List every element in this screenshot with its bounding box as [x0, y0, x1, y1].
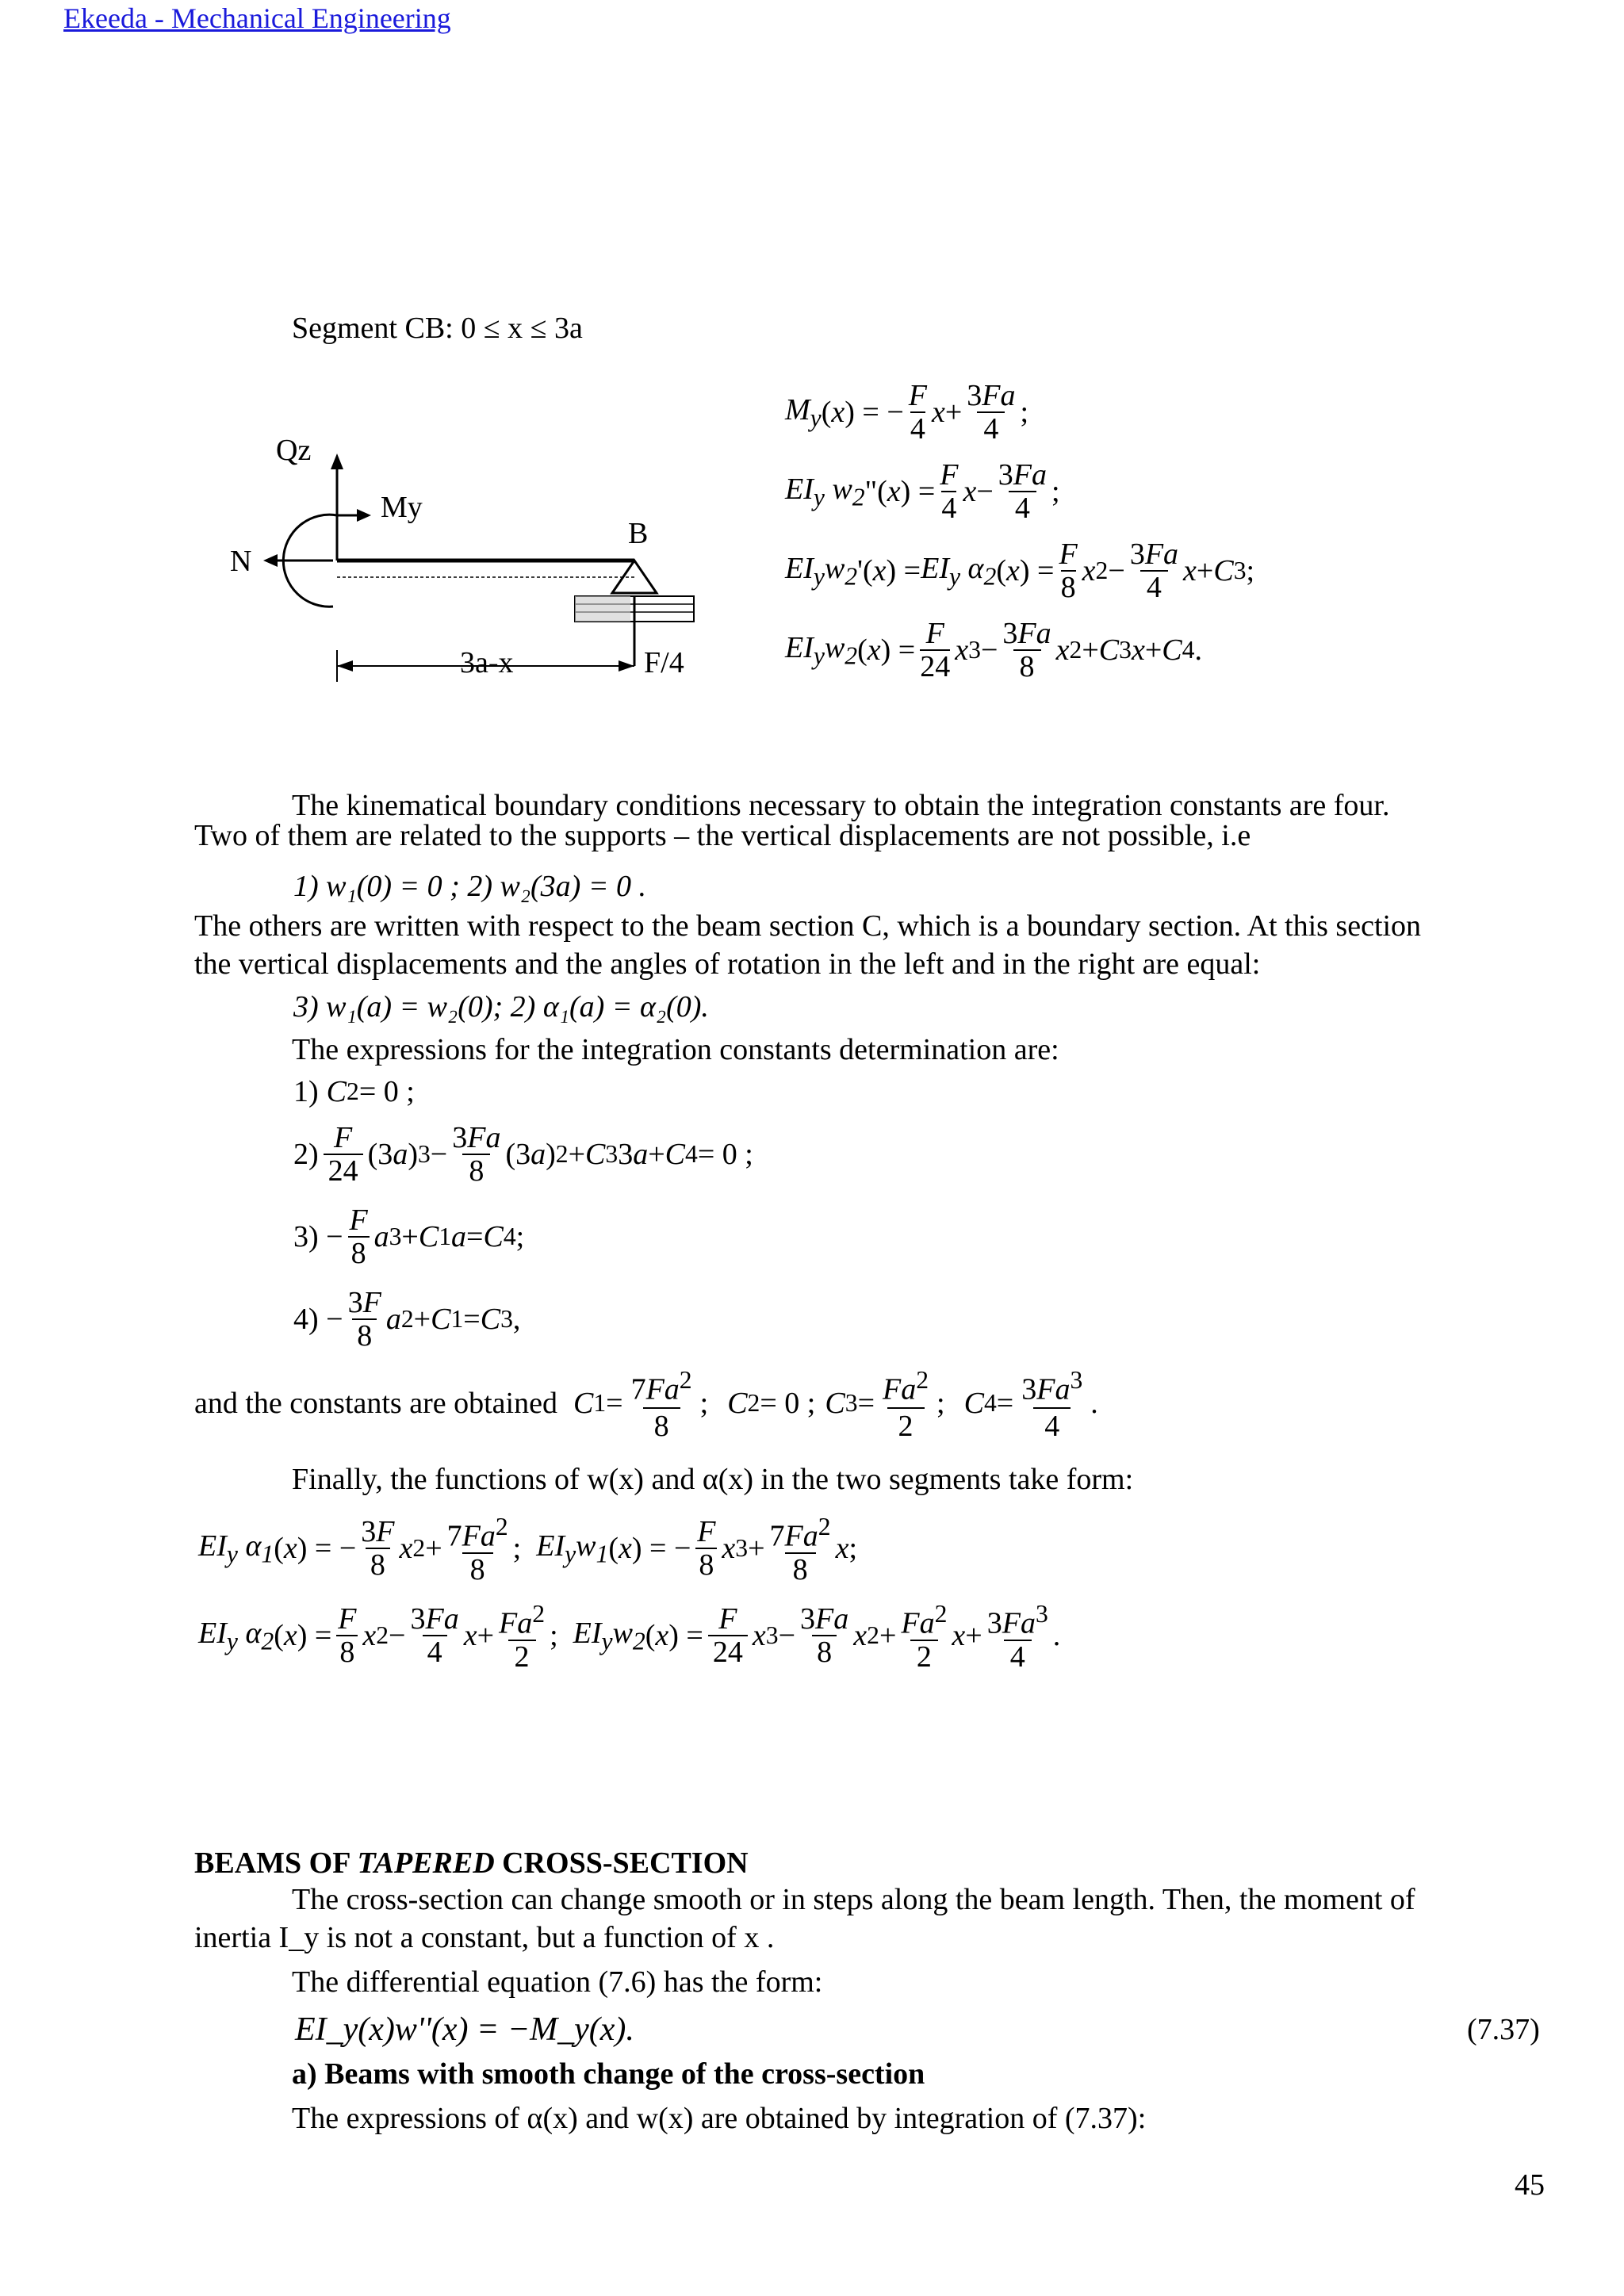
ground-shading	[575, 596, 630, 622]
para-finally: Finally, the functions of w(x) and α(x) in the two segments take form:	[292, 1463, 1134, 1496]
equation-737: EI_y(x)w''(x) = −M_y(x).	[295, 2011, 634, 2048]
equation-slope: $EI_yw_2$ '( x ) = $EI_y$ $\alpha_2$ ( x ) = F 8 x 2 − 3Fa 4 x + C 3 ;	[785, 538, 1255, 604]
b-label: B	[628, 517, 649, 550]
para-bc-1: The kinematical boundary conditions necessary to obtain the integration constants are four.	[292, 789, 1390, 822]
bc-3-4: 3) w₁(a) = w₂(0); 2) α₁(a) = α₂(0).	[293, 990, 709, 1024]
const-eq-1: 1) C 2 = 0 ;	[293, 1075, 415, 1108]
bc-1-2: 1) w₁(0) = 0 ; 2) w₂(3a) = 0 .	[293, 870, 646, 903]
equation-737-number: (7.37)	[1467, 2013, 1540, 2046]
section-title-post: CROSS-SECTION	[494, 1846, 749, 1880]
qz-arrowhead	[331, 453, 343, 469]
const-eq-2: 2) F 24 (3 a ) 3 − 3Fa 8 (3 a ) 2 + C 3 3 a + C 4 = 0 ;	[293, 1121, 753, 1188]
para-tapered-1: The cross-section can change smooth or in steps along the beam length. Then, the moment of	[292, 1883, 1415, 1916]
beam-free-body-figure	[222, 428, 698, 698]
para-last: The expressions of α(x) and w(x) are obtained by integration of (7.37):	[292, 2102, 1147, 2135]
para-diffeq: The differential equation (7.6) has the form:	[292, 1965, 823, 1999]
segment-equations	[785, 373, 1254, 690]
segment-heading-text: Segment CB: 0 ≤ x ≤ 3a	[292, 312, 583, 345]
page-number: 45	[1515, 2168, 1545, 2202]
dimension-arrow-right	[619, 660, 634, 672]
n-label: N	[230, 545, 252, 578]
equation-curvature: $EI_y$ $w_2$ "( x ) = F 4 x − 3Fa 4 ;	[785, 458, 1060, 525]
my-label: My	[381, 491, 423, 524]
section-title-pre: BEAMS OF	[194, 1846, 358, 1880]
qz-label: Qz	[276, 434, 312, 467]
const-eq-4: 4) − 3F 8 a 2 + C 1 = C 3 ,	[293, 1286, 521, 1353]
equation-moment: $M_y$ ( x ) = − F 4 x + 3Fa 4 ;	[785, 379, 1029, 446]
length-label: 3a-x	[460, 646, 514, 679]
para-expr: The expressions for the integration constants determination are:	[292, 1033, 1059, 1066]
equation-deflection: $EI_yw_2$ ( x ) = F 24 x 3 − 3Fa 8 x 2 + C 3 x + C 4 .	[785, 617, 1202, 683]
final-eq-segment-1: $EI_y$ $\alpha_1$ ( x ) = − 3F 8 x 2 + 7Fa$^2$ 8 ; $EI_yw_1$ ( x ) = − F 8 x 3 + 7Fa$^2$ 8 x ;	[198, 1513, 858, 1586]
final-equations	[198, 1505, 1060, 1679]
final-eq-segment-2: $EI_y$ $\alpha_2$ ( x ) = F 8 x 2 − 3Fa 4 x + Fa$^2$ 2 ; $EI_yw_2$ ( x ) = F 24 x 3 − 3Fa 8 x 2 + Fa$^2$ 2 x + 3Fa$^3$ 4 .	[198, 1600, 1061, 1674]
const-eq-3: 3) − F 8 a 3 + C 1 a = C 4 ;	[293, 1203, 525, 1270]
constant-equations	[293, 1070, 753, 1360]
header-link[interactable]: Ekeeda - Mechanical Engineering	[63, 2, 451, 34]
para-tapered-2: inertia I_y is not a constant, but a function of x .	[194, 1921, 775, 1954]
para-others-2: the vertical displacements and the angles of rotation in the left and in the right are equal:	[194, 947, 1261, 981]
constants-obtained: and the constants are obtained C 1 = 7Fa$^2$ 8 ; C 2 = 0 ; C 3 = Fa$^2$ 2 ; C 4 = 3Fa$^3$ 4 .	[194, 1366, 1098, 1443]
para-bc-2: Two of them are related to the supports – the vertical displacements are not possible, i.e	[194, 819, 1251, 852]
dimension-arrow-left	[337, 660, 353, 672]
para-others-1: The others are written with respect to the beam section C, which is a boundary section. At this section	[194, 909, 1422, 943]
section-title	[194, 1844, 749, 1882]
section-title-italic: TAPERED	[357, 1846, 495, 1880]
segment-heading	[292, 309, 583, 347]
n-arrowhead	[263, 554, 278, 567]
my-arrowhead	[357, 509, 371, 522]
subsection-a: a) Beams with smooth change of the cross-section	[292, 2057, 925, 2091]
force-label: F/4	[644, 646, 684, 679]
